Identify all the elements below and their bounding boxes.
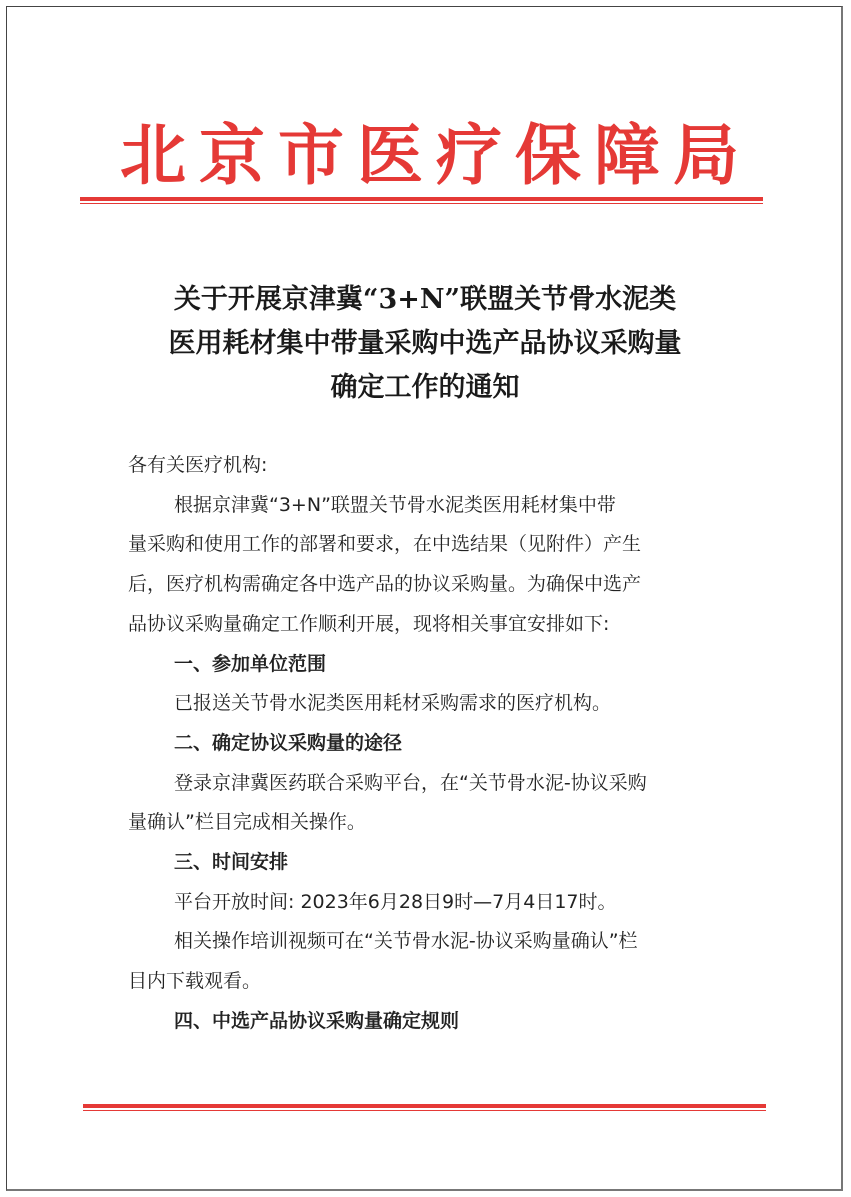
section-text-3-training: 目内下载观看。 [128,970,262,993]
section-text-1: 已报送关节骨水泥类医用耗材采购需求的医疗机构。 [174,692,612,715]
section-heading-1: 一、参加单位范围 [174,652,327,675]
document-body [128,446,738,1042]
intro-line: 量采购和使用工作的部署和要求，在中选结果（见附件）产生 [128,533,642,556]
section-text-2: 登录京津冀医药联合采购平台，在“关节骨水泥-协议采购 [174,771,647,794]
masthead-org-name: 北京市医疗保障局 [120,116,752,194]
footer-red-rule [83,1104,766,1108]
title-line: 确定工作的通知 [330,372,520,403]
masthead-red-rule [80,197,763,201]
intro-line: 后，医疗机构需确定各中选产品的协议采购量。为确保中选产 [128,573,642,596]
section-text-2: 量确认”栏目完成相关操作。 [128,811,366,834]
masthead-red-rule-thin [80,203,763,204]
title-line: 关于开展京津冀“3+N”联盟关节骨水泥类 [173,284,677,315]
footer-red-rule-thin [83,1110,766,1111]
section-text-3-time: 平台开放时间: 2023年6月28日9时—7月4日17时。 [174,890,617,913]
section-heading-4: 四、中选产品协议采购量确定规则 [174,1009,460,1032]
salutation: 各有关医疗机构: [128,454,268,476]
intro-line: 品协议采购量确定工作顺利开展，现将相关事宜安排如下: [128,612,610,635]
title-line: 医用耗材集中带量采购中选产品协议采购量 [168,328,682,359]
intro-line: 根据京津冀“3+N”联盟关节骨水泥类医用耗材集中带 [174,493,616,516]
section-heading-3: 三、时间安排 [174,851,289,874]
document-title [90,278,760,410]
section-heading-2: 二、确定协议采购量的途径 [174,731,403,754]
section-text-3-training: 相关操作培训视频可在“关节骨水泥-协议采购量确认”栏 [174,930,638,953]
